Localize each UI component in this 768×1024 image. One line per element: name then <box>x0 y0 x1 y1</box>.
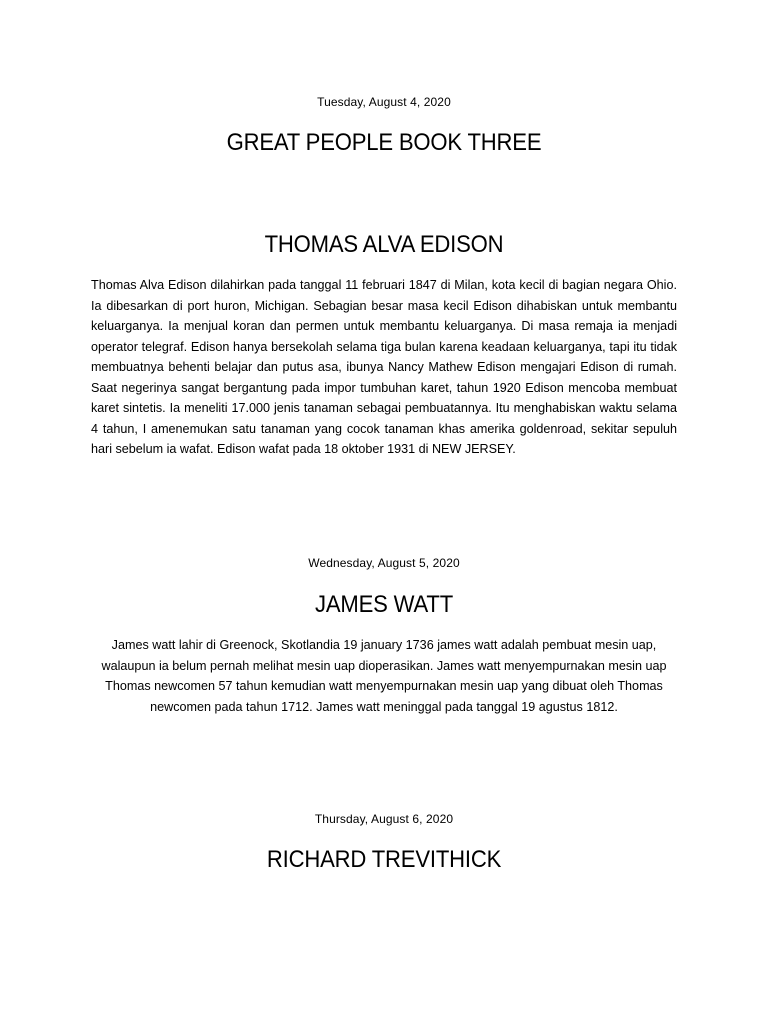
entry-heading-watt: JAMES WATT <box>315 591 453 618</box>
entry-body-edison: Thomas Alva Edison dilahirkan pada tanggal 11 februari 1847 di Milan, kota kecil di bagian negara Ohio. Ia dibesarkan di port huron, Michigan. Sebagian besar masa kecil Edison dihabiskan untuk membantu keluarganya. Ia menjual koran dan permen untuk membantu keluarganya. Di masa remaja ia menjadi operator telegraf. Edison hanya bersekolah selama tiga bulan karena keadaan keluarganya, tapi itu tidak membuatnya behenti belajar dan putus asa, ibunya Nancy Mathew Edison mengajari Edison di rumah. Saat negerinya sangat bergantung pada impor tumbuhan karet, tahun 1920 Edison mencoba membuat karet sintetis. Ia meneliti 17.000 jenis tanaman sebagai pembuatannya. Itu menghabiskan waktu selama 4 tahun, I amenemukan satu tanaman yang cocok tanaman khas amerika goldenroad, sekitar sepuluh hari sebelum ia wafat. Edison wafat pada 18 oktober 1931 di NEW JERSEY. <box>91 278 677 456</box>
entry-heading-trevithick: RICHARD TREVITHICK <box>266 846 502 873</box>
book-title: GREAT PEOPLE BOOK THREE <box>226 129 542 156</box>
entry-heading-edison: THOMAS ALVA EDISON <box>264 231 504 258</box>
entry-date-watt: Wednesday, August 5, 2020 <box>308 556 460 570</box>
header-date: Tuesday, August 4, 2020 <box>317 95 451 109</box>
entry-body-watt: James watt lahir di Greenock, Skotlandia 19 january 1736 james watt adalah pembuat mesin uap, walaupun ia belum pernah melihat mesin uap dioperasikan. James watt menyempurnakan mesin uap Thomas newcomen 57 tahun kemudian watt menyempurnakan mesin uap yang dibuat oleh Thomas newcomen pada tahun 1712. James watt meninggal pada tanggal 19 agustus 1812. <box>101 638 667 714</box>
entry-date-trevithick: Thursday, August 6, 2020 <box>314 812 454 826</box>
